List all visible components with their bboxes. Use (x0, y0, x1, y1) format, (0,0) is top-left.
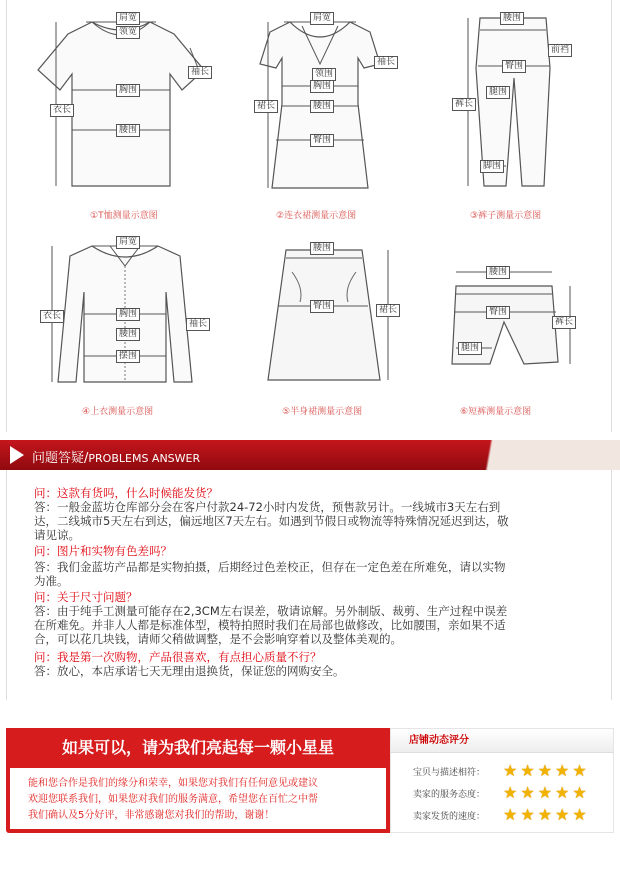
question-3: 问：关于尺寸问题？ (34, 590, 138, 604)
star-icon: ★ (555, 761, 573, 780)
answer-1-line-2: 达，二线城市5天左右到达，偏远地区7天左右。如遇到节假日或物流等特殊情况延迟到达，敬 (34, 514, 509, 528)
caption-skirt: ⑤半身裙测量示意图 (282, 407, 363, 417)
star-icon: ★ (537, 761, 556, 780)
shop-score-title: 店铺动态评分 (391, 729, 613, 753)
score-row-description (391, 761, 613, 781)
score-label: 宝贝与描述相符： (413, 768, 486, 778)
rating-appeal-body (10, 768, 386, 829)
figure-shirt (36, 232, 216, 424)
rating-headline: 如果可以，请为我们亮起每一颗小星星 (6, 728, 390, 768)
answer-4-line-1: 答：放心，本店承诺七天无理由退换货，保证您的网购安全。 (34, 664, 345, 678)
label-hem: 摆围 (116, 350, 140, 363)
star-icon: ★ (520, 783, 538, 802)
caption-pants: ③裤子测量示意图 (470, 211, 542, 221)
star-icon: ★ (520, 761, 538, 780)
star-icon: ★ (537, 783, 556, 802)
label-waist: 腰围 (310, 242, 334, 255)
label-hip: 臀围 (310, 300, 334, 313)
header-decoration (380, 440, 620, 470)
answer-3-line-3: 合，可以花几块钱，请师父稍做调整，是不会影响穿着以及整体美观的。 (34, 632, 402, 646)
answer-2-line-1: 答：我们金蓝坊产品都是实物拍摄，后期经过色差校正，但存在一定色差在所难免，请以实物 (34, 560, 506, 574)
answer-3-line-2: 在所难免。并非人人都是标准体型，模特拍照时我们在局部也做修改，比如腰围，亲如果不适 (34, 618, 506, 632)
star-rating (503, 783, 590, 802)
star-rating (503, 805, 590, 824)
label-length: 衣长 (40, 310, 64, 323)
pants-drawing (450, 8, 600, 223)
label-thigh: 腿围 (486, 86, 510, 99)
star-icon: ★ (555, 783, 573, 802)
label-leg: 腿围 (458, 342, 482, 355)
star-icon: ★ (537, 805, 556, 824)
label-length: 裙长 (376, 304, 400, 317)
label-chest: 胸围 (116, 84, 140, 97)
label-waist: 腰围 (310, 100, 334, 113)
answer-1-line-3: 请见谅。 (34, 528, 80, 542)
caption-tshirt: ①T恤测量示意图 (90, 211, 158, 221)
caption-shorts: ⑥短裤测量示意图 (460, 407, 532, 417)
question-4: 问：我是第一次购物，产品很喜欢，有点担心质量不行？ (34, 650, 322, 664)
star-icon: ★ (555, 805, 573, 824)
label-hem: 脚围 (480, 160, 504, 173)
label-shoulder: 肩宽 (116, 236, 140, 249)
figure-tshirt (30, 8, 210, 223)
star-icon: ★ (520, 805, 538, 824)
appeal-line-3: 我们确认及5分好评，非常感谢您对我们的帮助，谢谢！ (28, 810, 275, 821)
label-length: 裤长 (452, 98, 476, 111)
section-title-cn: 问题答疑/ (32, 451, 89, 466)
label-sleeve: 袖长 (186, 318, 210, 331)
label-sleeve: 袖长 (374, 56, 398, 69)
star-icon: ★ (572, 761, 590, 780)
score-label: 卖家的服务态度： (413, 790, 486, 800)
label-length: 衣长 (50, 104, 74, 117)
appeal-line-1: 能和您合作是我们的缘分和荣幸，如果您对我们有任何意见或建议 (28, 778, 318, 789)
label-shoulder: 肩宽 (116, 12, 140, 25)
qa-panel (26, 478, 592, 686)
label-collar: 领围 (312, 68, 336, 81)
label-sleeve: 袖长 (188, 66, 212, 79)
question-2: 问：图片和实物有色差吗？ (34, 544, 172, 558)
qa-section-header (0, 440, 620, 470)
answer-3-line-1: 答：由于纯手工测量可能存在2,3CM左右误差，敬请谅解。另外制版、裁剪、生产过程中误差 (34, 604, 508, 618)
figure-skirt (256, 232, 406, 424)
shop-score-panel (390, 728, 614, 833)
star-rating (503, 761, 590, 780)
label-length: 裤长 (552, 316, 576, 329)
label-rise: 前裆 (548, 44, 572, 57)
label-collar: 领宽 (116, 26, 140, 39)
section-title (32, 447, 200, 466)
figure-dress (240, 8, 400, 223)
figure-shorts (440, 232, 600, 424)
label-waist: 腰围 (486, 266, 510, 279)
star-icon: ★ (503, 783, 521, 802)
star-icon: ★ (503, 805, 521, 824)
label-waist: 腰围 (500, 12, 524, 25)
caption-shirt: ④上衣测量示意图 (82, 407, 154, 417)
dress-drawing (240, 8, 400, 223)
star-icon: ★ (572, 805, 590, 824)
appeal-line-2: 欢迎您联系我们，如果您对我们的服务满意，希望您在百忙之中帮 (28, 794, 318, 805)
star-icon: ★ (503, 761, 521, 780)
rating-section (6, 728, 614, 833)
answer-1-line-1: 答：一般金蓝坊仓库部分会在客户付款24-72小时内发货，预售款另计。一线城市3天左右到 (34, 500, 501, 514)
score-label: 卖家发货的速度： (413, 812, 486, 822)
caption-dress: ②连衣裙测量示意图 (276, 211, 357, 221)
label-chest: 胸围 (310, 80, 334, 93)
label-hip: 臀围 (502, 60, 526, 73)
star-icon: ★ (572, 783, 590, 802)
skirt-drawing (256, 232, 406, 424)
label-hip: 臀围 (310, 134, 334, 147)
section-title-en: PROBLEMS ANSWER (88, 452, 201, 465)
label-waist: 腰围 (116, 328, 140, 341)
label-shoulder: 肩宽 (310, 12, 334, 25)
rating-appeal (6, 728, 390, 833)
play-arrow-icon (10, 446, 24, 464)
question-1: 问：这款有货吗，什么时候能发货？ (34, 486, 218, 500)
label-length: 裙长 (254, 100, 278, 113)
label-chest: 胸围 (116, 308, 140, 321)
score-row-shipping (391, 805, 613, 825)
answer-2-line-2: 为准。 (34, 574, 69, 588)
figure-pants (450, 8, 600, 223)
label-waist: 腰围 (116, 124, 140, 137)
score-row-service (391, 783, 613, 803)
label-hip: 臀围 (486, 306, 510, 319)
